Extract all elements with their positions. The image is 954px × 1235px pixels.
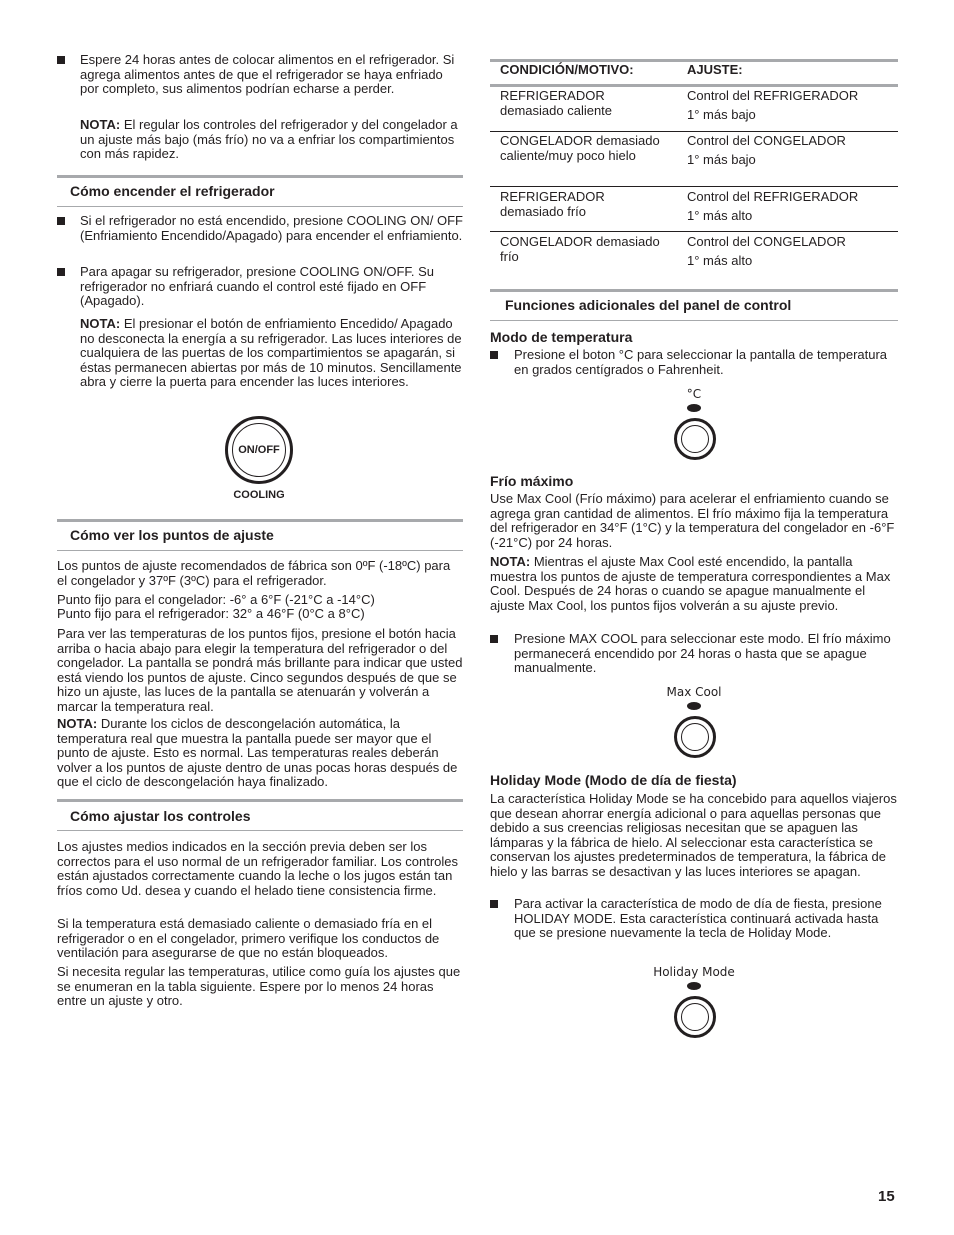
bullet-icon [57, 268, 65, 276]
note-text: Mientras el ajuste Max Cool esté encendido, la pantalla muestra los puntos de ajuste de temperatura correspondientes a Max Cool. Después de 24 horas o cuando se apague manualmente el ajuste Max Cool, los puntos fijos volverán a su ajuste previo. [490, 554, 891, 613]
holiday-label: Holiday Mode [653, 965, 735, 979]
note-label: NOTA: [80, 117, 121, 132]
note-text: El presionar el botón de enfriamiento Encedido/ Apagado no desconecta la energía a su refrigerador. Las luces interiores de cualquiera de las puertas de los compartimientos se apagarán, si éstas permanecen abiertas por más de 10 minutos. Sencillamente abra y cierre la puerta para encender las luces interiores. [80, 316, 462, 389]
paragraph: Los puntos de ajuste recomendados de fábrica son 0ºF (-18ºC) para el congelador y 37ºF (3ºC) para el refrigerador. [57, 558, 451, 588]
divider [490, 320, 898, 321]
section-title: Cómo ajustar los controles [70, 808, 251, 824]
divider [57, 175, 463, 178]
celsius-label: °C [686, 387, 702, 401]
table-cell-condition: CONGELADOR demasiado frío [500, 234, 660, 264]
subsection-title: Modo de temperatura [490, 329, 633, 345]
divider [57, 519, 463, 522]
table-cell-setting-value: 1° más alto [687, 253, 753, 268]
section-title: Cómo ver los puntos de ajuste [70, 527, 274, 543]
table-cell-setting: Control del CONGELADOR [687, 133, 846, 148]
note-text: Durante los ciclos de descongelación automática, la temperatura real que muestra la pantalla puede ser mayor que el punto de ajuste. Esto es normal. Las temperaturas reales deberán volver a los puntos de ajuste dentro de unas pocas horas después de que el ciclo de descongelación haya finalizado. [57, 716, 458, 789]
maxcool-label: Max Cool [666, 685, 722, 699]
note-label: NOTA: [80, 316, 121, 331]
bullet-icon [490, 351, 498, 359]
divider [57, 550, 463, 551]
subsection-title: Frío máximo [490, 473, 574, 489]
table-header-setting: AJUSTE: [687, 62, 743, 77]
divider [57, 830, 463, 831]
holiday-button-icon [674, 996, 716, 1038]
paragraph: Para ver las temperaturas de los puntos fijos, presione el botón hacia arriba o hacia abajo para elegir la temperatura del refrigerador o del congelador. La pantalla se pondrá más brillante para indicar que usted está viendo los puntos de ajuste. Cinco segundos después de que se hizo un ajuste, las luces de la pantalla se atenuarán y volverán a marcar la temperatura real. [57, 626, 463, 714]
indicator-light-icon [687, 702, 701, 710]
table-header-condition: CONDICIÓN/MOTIVO: [500, 62, 634, 77]
note-text: El regular los controles del refrigerador y del congelador a un ajuste más bajo (más frío) no va a enfriar los compartimientos con más rapidez. [80, 117, 458, 161]
note-label: NOTA: [490, 554, 531, 569]
bullet-icon [57, 56, 65, 64]
note [57, 717, 463, 790]
table-cell-setting: Control del REFRIGERADOR [687, 189, 859, 204]
table-cell-condition: REFRIGERADOR demasiado caliente [500, 88, 613, 118]
bullet-icon [57, 217, 65, 225]
section-title: Cómo encender el refrigerador [70, 183, 275, 199]
divider [490, 84, 898, 87]
bullet-text: Para activar la característica de modo de día de fiesta, presione HOLIDAY MODE. Esta característica continuará activada hasta que se presione nuevamente la tecla de Holiday Mode. [514, 896, 882, 940]
indicator-light-icon [687, 404, 701, 412]
divider [490, 289, 898, 292]
table-cell-setting-value: 1° más bajo [687, 107, 756, 122]
bullet-text: Espere 24 horas antes de colocar alimentos en el refrigerador. Si agrega alimentos antes de que el refrigerador se haya enfriado por completo, sus alimentos podrían echarse a perder. [80, 52, 455, 96]
bullet-text: Si el refrigerador no está encendido, presione COOLING ON/ OFF (Enfriamiento Encendido/Apagado) para encender el enfriamiento. [80, 213, 463, 243]
maxcool-button-icon [674, 716, 716, 758]
bullet-icon [490, 635, 498, 643]
paragraph: Si necesita regular las temperaturas, utilice como guía los ajustes que se enumeran en la tabla siguiente. Espere por lo menos 24 horas entre un ajuste y otro. [57, 964, 461, 1008]
table-cell-condition: REFRIGERADOR demasiado frío [500, 189, 605, 219]
divider [490, 186, 898, 187]
table-cell-setting: Control del REFRIGERADOR [687, 88, 859, 103]
table-cell-setting-value: 1° más bajo [687, 152, 756, 167]
divider [57, 799, 463, 802]
section-title: Funciones adicionales del panel de control [505, 297, 792, 313]
paragraph: Punto fijo para el congelador: -6° a 6°F (-21°C a -14°C) [57, 592, 375, 607]
divider [490, 131, 898, 132]
paragraph: Los ajustes medios indicados en la sección previa deben ser los correctos para el uso normal de un refrigerador familiar. Los controles están ajustados correctamente cuando la leche o los jugos están tan fríos como Ud. desea y cuando el helado tiene consistencia firme. [57, 839, 459, 898]
divider [490, 231, 898, 232]
bullet-text: Para apagar su refrigerador, presione COOLING ON/OFF. Su refrigerador no enfriará cuando el control esté fijado en OFF (Apagado). [80, 264, 435, 308]
indicator-light-icon [687, 982, 701, 990]
bullet-text: Presione MAX COOL para seleccionar este modo. El frío máximo permanecerá encendido por 24 horas o hasta que se apague manualmente. [514, 631, 891, 675]
table-cell-setting: Control del CONGELADOR [687, 234, 846, 249]
paragraph: Si la temperatura está demasiado caliente o demasiado fría en el refrigerador o en el congelador, primero verifique los conductos de ventilación para asegurarse de que no están bloqueados. [57, 916, 440, 960]
note [80, 118, 463, 162]
paragraph: Use Max Cool (Frío máximo) para acelerar el enfriamiento cuando se agrega gran cantidad de alimentos. El frío máximo fija la temperatura del refrigerador en 34°F (1°C) y la temperatura del congelador en -6°F (-21°C) por 24 horas. [490, 491, 895, 550]
paragraph: Punto fijo para el refrigerador: 32° a 46°F (0°C a 8°C) [57, 606, 365, 621]
table-cell-condition: CONGELADOR demasiado caliente/muy poco hielo [500, 133, 660, 163]
onoff-label: ON/OFF [238, 444, 280, 456]
page-number: 15 [878, 1188, 895, 1205]
bullet-text: Presione el boton °C para seleccionar la pantalla de temperatura en grados centígrados o Fahrenheit. [514, 347, 888, 377]
divider [57, 206, 463, 207]
note [80, 317, 463, 390]
celsius-button-icon [674, 418, 716, 460]
subsection-title: Holiday Mode (Modo de día de fiesta) [490, 772, 737, 788]
note [490, 555, 898, 613]
table-cell-setting-value: 1° más alto [687, 208, 753, 223]
note-label: NOTA: [57, 716, 98, 731]
bullet-icon [490, 900, 498, 908]
paragraph: La característica Holiday Mode se ha concebido para aquellos viajeros que desean ahorrar energía adicional o para aquellas personas que debido a sus creencias religiosas necesitan que se apaguen las lámparas y la fábrica de hielo. Al seleccionar esta característica se conservan los ajustes predeterminados de temperatura, la fábrica de hielo y las barras se desactivan y las luces interiores se apagan. [490, 791, 897, 879]
cooling-label: COOLING [233, 489, 285, 501]
